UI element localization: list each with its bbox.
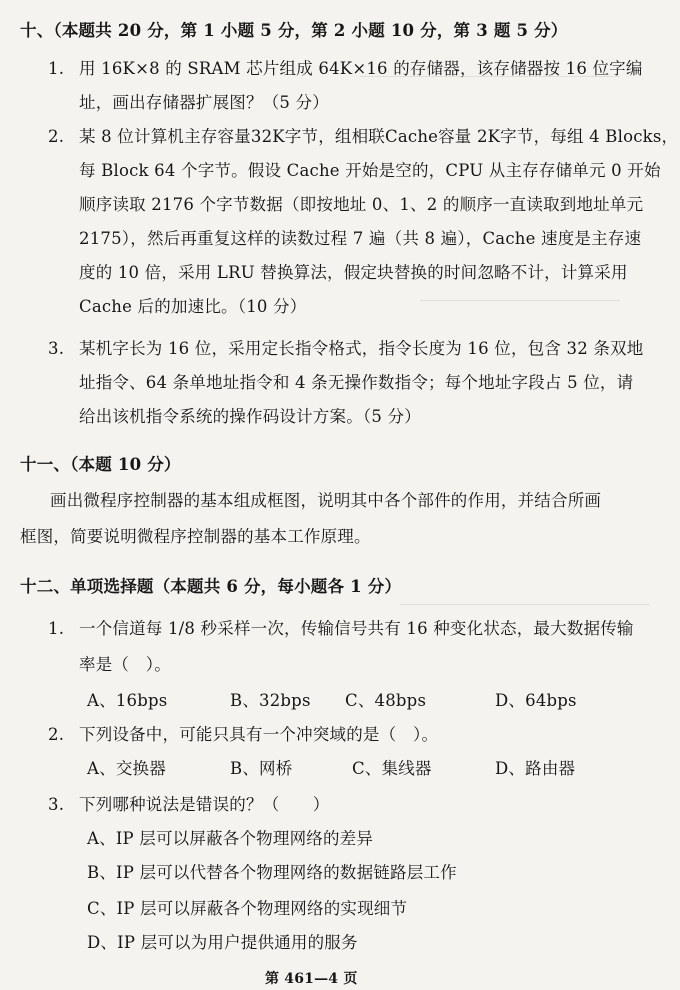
question-text: 框图，简要说明微程序控制器的基本工作原理。 (20, 527, 371, 546)
question-text: 址，画出存储器扩展图？（5 分） (79, 93, 329, 112)
question-text: 用 16K×8 的 SRAM 芯片组成 64K×16 的存储器，该存储器按 16 位字编 (79, 59, 643, 78)
option-a: A、16bps (87, 691, 168, 710)
section-12-title: 十二、单项选择题（本题共 6 分，每小题各 1 分） (20, 577, 402, 596)
question-text: 某机字长为 16 位，采用定长指令格式，指令长度为 16 位，包含 32 条双地 (79, 339, 644, 358)
option-d: D、路由器 (495, 759, 576, 778)
question-number: 1. (48, 59, 65, 78)
question-text: 每 Block 64 个字节。假设 Cache 开始是空的，CPU 从主存存储单元 0 开始 (79, 161, 661, 180)
option-b: B、IP 层可以代替各个物理网络的数据链路层工作 (87, 863, 457, 882)
question-text: 某 8 位计算机主存容量32K字节，组相联Cache容量 2K字节，每组 4 Blocks， (79, 127, 679, 146)
question-text: 一个信道每 1/8 秒采样一次，传输信号共有 16 种变化状态，最大数据传输 (79, 619, 634, 638)
scan-artifact-line (420, 300, 620, 301)
question-text: 率是（ ）。 (79, 655, 171, 674)
option-c: C、集线器 (352, 759, 432, 778)
section-11-title: 十一、（本题 10 分） (20, 455, 181, 474)
question-text: 给出该机指令系统的操作码设计方案。（5 分） (79, 407, 421, 426)
question-text: 址指令、64 条单地址指令和 4 条无操作数指令；每个地址字段占 5 位，请 (79, 373, 634, 392)
question-text: 画出微程序控制器的基本组成框图，说明其中各个部件的作用，并结合所画 (50, 491, 602, 510)
option-d: D、IP 层可以为用户提供通用的服务 (87, 933, 358, 952)
question-number: 3. (48, 339, 65, 358)
question-number: 2. (48, 127, 65, 146)
option-b: B、32bps (230, 691, 311, 710)
page-number: 第 461—4 页 (265, 971, 358, 987)
section-10-title: 十、（本题共 20 分，第 1 小题 5 分，第 2 小题 10 分，第 3 题 5 分） (20, 21, 568, 40)
option-d: D、64bps (495, 691, 577, 710)
question-text: Cache 后的加速比。（10 分） (79, 297, 307, 316)
option-c: C、IP 层可以屏蔽各个物理网络的实现细节 (87, 899, 408, 918)
question-text: 下列哪种说法是错误的？（ ） (79, 795, 330, 814)
question-text: 度的 10 倍，采用 LRU 替换算法，假定块替换的时间忽略不计，计算采用 (79, 263, 628, 282)
question-text: 2175），然后再重复这样的读数过程 7 遍（共 8 遍），Cache 速度是主存速 (79, 229, 642, 248)
option-a: A、交换器 (87, 759, 166, 778)
question-text: 下列设备中，可能只具有一个冲突域的是（ ）。 (79, 725, 439, 744)
question-number: 2. (48, 725, 65, 744)
question-number: 3. (48, 795, 65, 814)
question-number: 1. (48, 619, 65, 638)
option-b: B、网桥 (230, 759, 293, 778)
question-text: 顺序读取 2176 个字节数据（即按地址 0、1、2 的顺序一直读取到地址单元 (79, 195, 644, 214)
scan-artifact-line (400, 604, 650, 605)
option-c: C、48bps (345, 691, 427, 710)
option-a: A、IP 层可以屏蔽各个物理网络的差异 (87, 829, 374, 848)
